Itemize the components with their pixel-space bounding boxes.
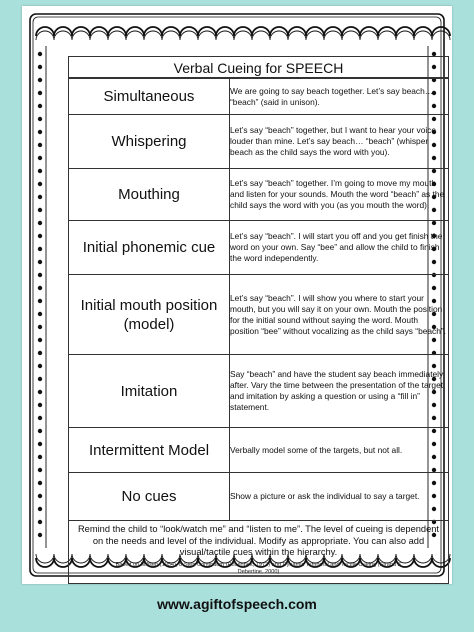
border-dot — [38, 494, 42, 498]
border-dot — [38, 234, 42, 238]
cueing-table — [68, 78, 449, 521]
border-dot — [38, 455, 42, 459]
border-dot — [38, 130, 42, 134]
cue-name: Initial phonemic cue — [69, 221, 230, 275]
worksheet-page — [22, 6, 452, 584]
border-dot — [38, 403, 42, 407]
border-dot — [38, 104, 42, 108]
border-dot — [38, 65, 42, 69]
border-dot — [38, 299, 42, 303]
table-row — [69, 275, 449, 355]
border-dot — [38, 325, 42, 329]
border-dot — [38, 468, 42, 472]
border-dot — [38, 533, 42, 537]
citation-text: Based on Milisen (1954), 8-Step Continuum (Rosenbek, 1973) and Dynamic Temporal and Tactile Cueing (Strand & Debertine, 2000) — [115, 561, 402, 575]
cue-description: Show a picture or ask the individual to say a target. — [230, 473, 449, 521]
border-dot — [38, 338, 42, 342]
cue-name: Simultaneous — [69, 79, 230, 115]
cue-description: Let’s say “beach” together, but I want to hear your voice louder than mine. Let’s say beach… “beach” (whisper beach as the child says the word with you). — [230, 115, 449, 169]
border-dot — [38, 260, 42, 264]
border-dot — [38, 429, 42, 433]
page-title: Verbal Cueing for SPEECH — [68, 56, 449, 78]
border-dot — [38, 312, 42, 316]
border-dot — [38, 520, 42, 524]
border-dot — [38, 507, 42, 511]
table-row — [69, 221, 449, 275]
cue-name: Initial mouth position (model) — [69, 275, 230, 355]
cue-description: Say “beach” and have the student say beach immediately after. Vary the time between the presentation of the target and imitation by asking a question or using a “fill in” statement. — [230, 355, 449, 428]
border-dot — [38, 364, 42, 368]
table-row — [69, 428, 449, 473]
border-dot — [38, 156, 42, 160]
footer-notes — [68, 520, 449, 584]
cue-description: Let’s say “beach” together. I’m going to move my mouth and listen for your sounds. Mouth the word “beach” as the child says the word with you (as you mouth the word). — [230, 169, 449, 221]
border-dot — [38, 91, 42, 95]
border-dot — [38, 442, 42, 446]
border-dot — [38, 286, 42, 290]
border-dot — [38, 169, 42, 173]
cue-name: Whispering — [69, 115, 230, 169]
table-row — [69, 79, 449, 115]
border-dot — [38, 117, 42, 121]
border-dot — [38, 221, 42, 225]
cue-description: Verbally model some of the targets, but not all. — [230, 428, 449, 473]
table-row — [69, 473, 449, 521]
border-dot — [38, 182, 42, 186]
border-dot — [38, 78, 42, 82]
border-dot — [38, 481, 42, 485]
border-dot — [38, 247, 42, 251]
table-row — [69, 115, 449, 169]
border-dot — [38, 390, 42, 394]
cue-description: Let’s say “beach”. I will show you where to start your mouth, but you will say it on your own. Mouth the position for the initial sound without saying the word. Mouth position “bee” without vocalizing as the child says “beach”. — [230, 275, 449, 355]
cue-name: Imitation — [69, 355, 230, 428]
border-dot — [38, 273, 42, 277]
border-dot — [38, 195, 42, 199]
cue-description: Let’s say “beach”. I will start you off and you get finish the word on your own. Say “bee” and allow the child to finish the word independently. — [230, 221, 449, 275]
border-dot — [38, 416, 42, 420]
reminder-text: Remind the child to “look/watch me” and “listen to me”. The level of cueing is dependent on the needs and level of the individual. Modify as appropriate. You can also add visual/tactile cues within the hierarchy. — [77, 524, 440, 557]
border-dot — [38, 208, 42, 212]
cue-name: Mouthing — [69, 169, 230, 221]
table-row — [69, 355, 449, 428]
border-dot — [38, 52, 42, 56]
border-dot — [38, 377, 42, 381]
cue-name: Intermittent Model — [69, 428, 230, 473]
cue-name: No cues — [69, 473, 230, 521]
border-dot — [38, 143, 42, 147]
cue-description: We are going to say beach together. Let’s say beach… “beach” (said in unison). — [230, 79, 449, 115]
border-dot — [38, 351, 42, 355]
website-url: www.agiftofspeech.com — [157, 596, 317, 612]
table-row — [69, 169, 449, 221]
